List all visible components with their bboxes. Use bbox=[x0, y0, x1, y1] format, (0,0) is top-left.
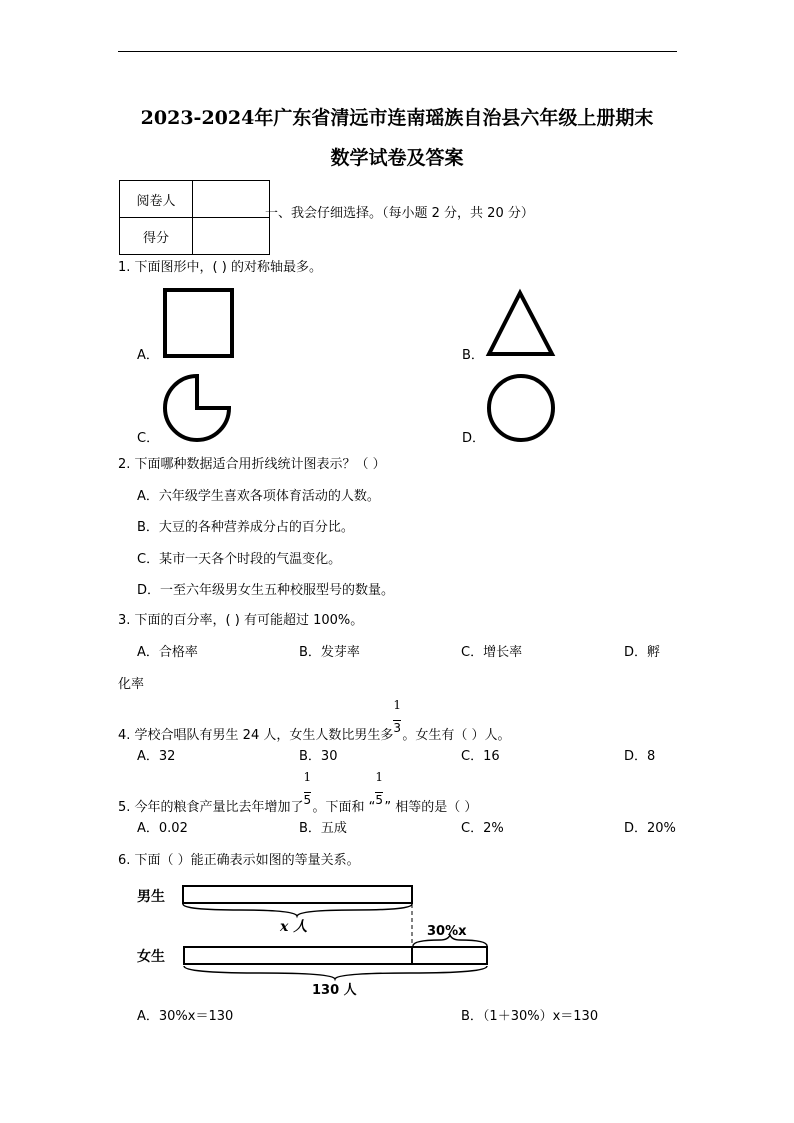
option-c: C．2% bbox=[461, 821, 504, 836]
option-d: D．孵 bbox=[624, 645, 661, 660]
circle-icon bbox=[489, 376, 553, 440]
title-line-1: 2023-2024年广东省清远市连南瑶族自治县六年级上册期末 bbox=[140, 107, 654, 129]
segment-diagram bbox=[0, 870, 794, 1000]
option-b: B．大豆的各种营养成分占的百分比。 bbox=[137, 520, 354, 535]
numerator: 1 bbox=[393, 698, 401, 712]
denominator: 5 bbox=[375, 793, 384, 807]
score-label: 得分 bbox=[120, 218, 193, 255]
girls-extra-bar bbox=[412, 947, 487, 964]
option-a: A．六年级学生喜欢各项体育活动的人数。 bbox=[137, 489, 380, 504]
fraction bbox=[375, 770, 384, 811]
boys-brace bbox=[183, 904, 412, 916]
numerator: 1 bbox=[375, 770, 384, 784]
option-d: D． bbox=[462, 431, 486, 446]
question-3: 3. 下面的百分率，( ) 有可能超过 100%。 bbox=[118, 613, 364, 628]
option-b: B．30 bbox=[299, 749, 338, 764]
option-d: D．20% bbox=[624, 821, 676, 836]
option-a: A．32 bbox=[137, 749, 176, 764]
q4-stem-a: 4. 学校合唱队有男生 24 人，女生人数比男生多 bbox=[118, 728, 394, 743]
option-d: D．8 bbox=[624, 749, 656, 764]
question-2: 2. 下面哪种数据适合用折线统计图表示？（ ） bbox=[118, 457, 386, 472]
q5-stem-b: 。下面和 “ bbox=[312, 800, 376, 815]
question-5 bbox=[118, 770, 478, 816]
reviewer-label: 阅卷人 bbox=[120, 181, 193, 218]
option-b: B．五成 bbox=[299, 821, 347, 836]
x-label: x 人 bbox=[280, 919, 308, 935]
option-c: C．16 bbox=[461, 749, 500, 764]
girls-label: 女生 bbox=[137, 949, 165, 965]
three-quarter-circle-icon bbox=[165, 376, 229, 440]
option-c: C．某市一天各个时段的气温变化。 bbox=[137, 552, 342, 567]
girls-bar bbox=[184, 947, 412, 964]
q5-stem-c: ” 相等的是（ ） bbox=[384, 800, 478, 815]
option-a: A．合格率 bbox=[137, 645, 198, 660]
q5-stem-a: 5. 今年的粮食产量比去年增加了 bbox=[118, 800, 304, 815]
question-4 bbox=[118, 698, 511, 744]
boys-label: 男生 bbox=[137, 889, 165, 905]
section-heading: 一、我会仔细选择。（每小题 2 分，共 20 分） bbox=[265, 206, 534, 221]
option-d-wrap: 化率 bbox=[118, 677, 145, 692]
q4-stem-b: 。女生有（ ）人。 bbox=[402, 728, 511, 743]
option-b: B．发芽率 bbox=[299, 645, 360, 660]
numerator: 1 bbox=[303, 770, 312, 784]
question-1: 1. 下面图形中，( ) 的对称轴最多。 bbox=[118, 260, 322, 275]
fraction bbox=[393, 698, 402, 739]
option-c: C． bbox=[137, 431, 160, 446]
option-d: D．一至六年级男女生五种校服型号的数量。 bbox=[137, 583, 395, 598]
option-a: A．30%x＝130 bbox=[137, 1009, 234, 1024]
question-6: 6. 下面（ ）能正确表示如图的等量关系。 bbox=[118, 853, 360, 868]
square-icon bbox=[165, 290, 232, 356]
fraction bbox=[303, 770, 313, 811]
option-b: B． bbox=[462, 348, 484, 363]
option-a: A． bbox=[137, 348, 159, 363]
boys-bar bbox=[183, 886, 412, 903]
total-brace bbox=[184, 966, 487, 979]
option-c: C．增长率 bbox=[461, 645, 523, 660]
denominator: 3 bbox=[393, 721, 401, 735]
triangle-icon bbox=[489, 293, 552, 354]
total-label: 130 人 bbox=[312, 983, 357, 998]
extra-label: 30%x bbox=[427, 924, 467, 939]
option-b: B．（1＋30%）x＝130 bbox=[461, 1009, 599, 1024]
q1-shapes bbox=[0, 0, 794, 460]
denominator: 5 bbox=[303, 793, 312, 807]
title-line-2: 数学试卷及答案 bbox=[330, 147, 464, 169]
option-a: A．0.02 bbox=[137, 821, 188, 836]
